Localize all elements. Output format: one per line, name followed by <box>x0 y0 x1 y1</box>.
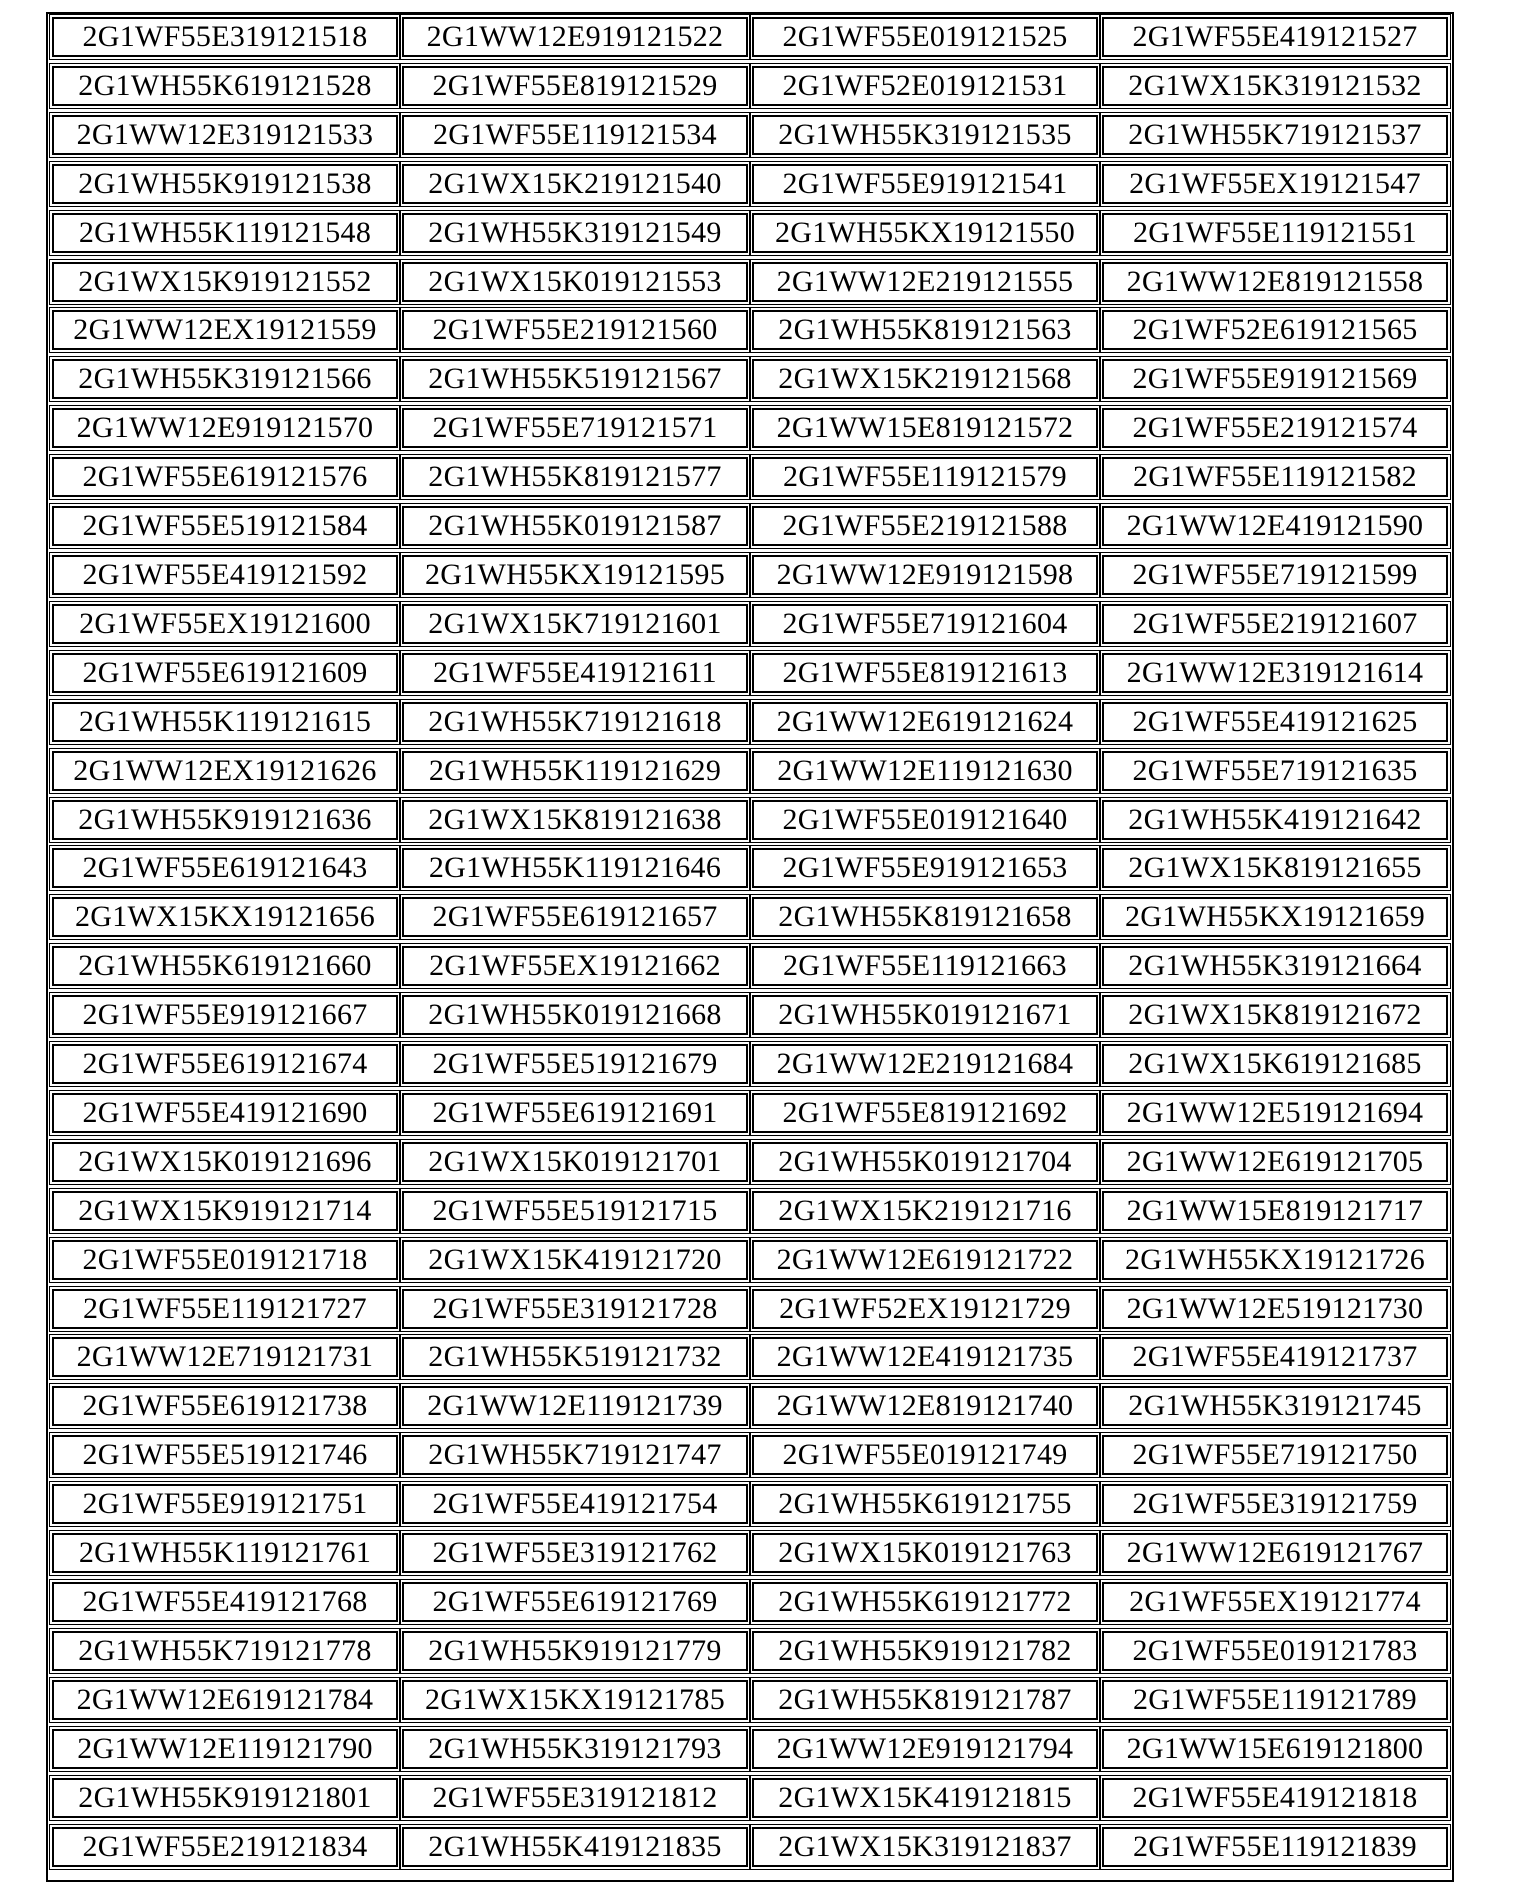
table-cell: 2G1WH55K819121658 <box>752 897 1098 937</box>
table-cell: 2G1WH55K919121779 <box>402 1631 748 1671</box>
table-cell: 2G1WF55E719121571 <box>402 408 748 448</box>
table-cell: 2G1WF55E819121529 <box>402 66 748 106</box>
table-cell: 2G1WW12E619121705 <box>1102 1142 1448 1182</box>
table-cell: 2G1WW15E619121800 <box>1102 1729 1448 1769</box>
table-cell: 2G1WH55K319121549 <box>402 213 748 253</box>
table-cell: 2G1WH55K119121548 <box>52 213 398 253</box>
table-cell: 2G1WX15K319121837 <box>752 1827 1098 1867</box>
table-cell: 2G1WF55E419121592 <box>52 555 398 595</box>
table-cell: 2G1WH55KX19121595 <box>402 555 748 595</box>
table-cell: 2G1WX15K819121672 <box>1102 995 1448 1035</box>
table-cell: 2G1WF55E319121812 <box>402 1778 748 1818</box>
table-cell: 2G1WH55K619121772 <box>752 1582 1098 1622</box>
table-cell: 2G1WX15K419121720 <box>402 1240 748 1280</box>
table-cell: 2G1WF55E319121759 <box>1102 1484 1448 1524</box>
table-cell: 2G1WH55K019121668 <box>402 995 748 1035</box>
table-cell: 2G1WF55E919121653 <box>752 848 1098 888</box>
table-cell: 2G1WW12E619121624 <box>752 702 1098 742</box>
table-cell: 2G1WW12E219121555 <box>752 262 1098 302</box>
table-cell: 2G1WF55E719121750 <box>1102 1435 1448 1475</box>
table-cell: 2G1WF55E819121613 <box>752 653 1098 693</box>
table-cell: 2G1WF55E219121834 <box>52 1827 398 1867</box>
table-cell: 2G1WH55K819121787 <box>752 1680 1098 1720</box>
table-cell: 2G1WW12E319121533 <box>52 115 398 155</box>
table-cell: 2G1WF52EX19121729 <box>752 1289 1098 1329</box>
table-cell: 2G1WW12E219121684 <box>752 1044 1098 1084</box>
table-cell: 2G1WH55K619121660 <box>52 946 398 986</box>
table-cell: 2G1WX15K019121696 <box>52 1142 398 1182</box>
table-cell: 2G1WF55E219121607 <box>1102 604 1448 644</box>
table-cell: 2G1WH55K919121538 <box>52 164 398 204</box>
table-cell: 2G1WF55E319121728 <box>402 1289 748 1329</box>
table-cell: 2G1WH55K919121801 <box>52 1778 398 1818</box>
table-cell: 2G1WW15E819121572 <box>752 408 1098 448</box>
table-cell: 2G1WW12E919121570 <box>52 408 398 448</box>
table-cell: 2G1WF55E619121576 <box>52 457 398 497</box>
table-cell: 2G1WW12E819121740 <box>752 1386 1098 1426</box>
table-cell: 2G1WF55E219121560 <box>402 310 748 350</box>
table-cell: 2G1WH55K719121778 <box>52 1631 398 1671</box>
table-cell: 2G1WW12E419121735 <box>752 1337 1098 1377</box>
table-cell: 2G1WH55K119121615 <box>52 702 398 742</box>
table-cell: 2G1WF55E219121588 <box>752 506 1098 546</box>
table-cell: 2G1WF55E019121718 <box>52 1240 398 1280</box>
table-cell: 2G1WH55K819121577 <box>402 457 748 497</box>
table-cell: 2G1WF55E519121746 <box>52 1435 398 1475</box>
table-cell: 2G1WF55E419121737 <box>1102 1337 1448 1377</box>
table-cell: 2G1WF55E919121569 <box>1102 359 1448 399</box>
table-cell: 2G1WW12E419121590 <box>1102 506 1448 546</box>
table-cell: 2G1WF55EX19121662 <box>402 946 748 986</box>
table-cell: 2G1WF55E119121582 <box>1102 457 1448 497</box>
table-cell: 2G1WF55E919121667 <box>52 995 398 1035</box>
table-cell: 2G1WH55K519121567 <box>402 359 748 399</box>
table-cell: 2G1WF55E019121749 <box>752 1435 1098 1475</box>
table-cell: 2G1WH55K419121835 <box>402 1827 748 1867</box>
table-cell: 2G1WX15K319121532 <box>1102 66 1448 106</box>
table-cell: 2G1WX15K019121553 <box>402 262 748 302</box>
table-cell: 2G1WF55E419121818 <box>1102 1778 1448 1818</box>
table-cell: 2G1WH55K119121646 <box>402 848 748 888</box>
table-cell: 2G1WW12E119121630 <box>752 751 1098 791</box>
table-cell: 2G1WW12E819121558 <box>1102 262 1448 302</box>
table-cell: 2G1WF55E419121527 <box>1102 17 1448 57</box>
table-cell: 2G1WW12E119121790 <box>52 1729 398 1769</box>
table-cell: 2G1WF55E319121762 <box>402 1533 748 1573</box>
table-cell: 2G1WX15K019121701 <box>402 1142 748 1182</box>
table-cell: 2G1WF55E719121635 <box>1102 751 1448 791</box>
table-cell: 2G1WW12E919121522 <box>402 17 748 57</box>
table-cell: 2G1WF55E419121768 <box>52 1582 398 1622</box>
table-cell: 2G1WW12E919121794 <box>752 1729 1098 1769</box>
table-cell: 2G1WF55E119121551 <box>1102 213 1448 253</box>
table-cell: 2G1WF55E419121625 <box>1102 702 1448 742</box>
table-cell: 2G1WX15K719121601 <box>402 604 748 644</box>
table-cell: 2G1WX15K919121714 <box>52 1191 398 1231</box>
table-cell: 2G1WW12E919121598 <box>752 555 1098 595</box>
table-cell: 2G1WH55K319121664 <box>1102 946 1448 986</box>
table-cell: 2G1WH55K019121704 <box>752 1142 1098 1182</box>
table-cell: 2G1WF55E419121754 <box>402 1484 748 1524</box>
table-cell: 2G1WH55K119121761 <box>52 1533 398 1573</box>
table-cell: 2G1WF55EX19121774 <box>1102 1582 1448 1622</box>
table-cell: 2G1WW15E819121717 <box>1102 1191 1448 1231</box>
table-cell: 2G1WF55E919121541 <box>752 164 1098 204</box>
table-cell: 2G1WH55K319121745 <box>1102 1386 1448 1426</box>
table-cell: 2G1WF55E519121679 <box>402 1044 748 1084</box>
table-cell: 2G1WF55E419121611 <box>402 653 748 693</box>
table-cell: 2G1WW12E519121694 <box>1102 1093 1448 1133</box>
table-cell: 2G1WH55K019121671 <box>752 995 1098 1035</box>
table-cell: 2G1WW12E619121767 <box>1102 1533 1448 1573</box>
table-cell: 2G1WF55E419121690 <box>52 1093 398 1133</box>
table-cell: 2G1WX15KX19121656 <box>52 897 398 937</box>
table-cell: 2G1WX15K219121568 <box>752 359 1098 399</box>
table-cell: 2G1WW12E319121614 <box>1102 653 1448 693</box>
table-cell: 2G1WF55E119121789 <box>1102 1680 1448 1720</box>
table-cell: 2G1WH55K419121642 <box>1102 800 1448 840</box>
table-cell: 2G1WF55E119121663 <box>752 946 1098 986</box>
table-cell: 2G1WW12E619121784 <box>52 1680 398 1720</box>
table-cell: 2G1WW12E619121722 <box>752 1240 1098 1280</box>
table-cell: 2G1WF55E019121525 <box>752 17 1098 57</box>
table-cell: 2G1WF55E519121715 <box>402 1191 748 1231</box>
table-cell: 2G1WW12E119121739 <box>402 1386 748 1426</box>
table-cell: 2G1WX15K919121552 <box>52 262 398 302</box>
table-cell: 2G1WH55K719121618 <box>402 702 748 742</box>
table-cell: 2G1WF52E619121565 <box>1102 310 1448 350</box>
table-cell: 2G1WX15K219121540 <box>402 164 748 204</box>
table-cell: 2G1WH55K319121535 <box>752 115 1098 155</box>
table-cell: 2G1WH55K919121636 <box>52 800 398 840</box>
table-cell: 2G1WF55EX19121600 <box>52 604 398 644</box>
table-cell: 2G1WW12E519121730 <box>1102 1289 1448 1329</box>
table-cell: 2G1WF55E719121599 <box>1102 555 1448 595</box>
table-cell: 2G1WX15K419121815 <box>752 1778 1098 1818</box>
table-cell: 2G1WF55E619121674 <box>52 1044 398 1084</box>
table-cell: 2G1WF55E619121657 <box>402 897 748 937</box>
table-cell: 2G1WF55E519121584 <box>52 506 398 546</box>
table-cell: 2G1WF55E719121604 <box>752 604 1098 644</box>
table-cell: 2G1WX15K619121685 <box>1102 1044 1448 1084</box>
table-cell: 2G1WH55K919121782 <box>752 1631 1098 1671</box>
table-cell: 2G1WF55E119121839 <box>1102 1827 1448 1867</box>
vin-table <box>52 17 1450 1867</box>
table-cell: 2G1WW12EX19121626 <box>52 751 398 791</box>
table-cell: 2G1WF55E019121783 <box>1102 1631 1448 1671</box>
table-cell: 2G1WX15K819121638 <box>402 800 748 840</box>
table-cell: 2G1WH55K819121563 <box>752 310 1098 350</box>
table-cell: 2G1WH55K019121587 <box>402 506 748 546</box>
table-cell: 2G1WH55KX19121726 <box>1102 1240 1448 1280</box>
table-cell: 2G1WF55E619121609 <box>52 653 398 693</box>
table-cell: 2G1WF55E119121534 <box>402 115 748 155</box>
table-cell: 2G1WF55E119121579 <box>752 457 1098 497</box>
table-cell: 2G1WX15KX19121785 <box>402 1680 748 1720</box>
table-cell: 2G1WF55E819121692 <box>752 1093 1098 1133</box>
table-cell: 2G1WH55K719121537 <box>1102 115 1448 155</box>
table-cell: 2G1WH55K119121629 <box>402 751 748 791</box>
table-cell: 2G1WX15K219121716 <box>752 1191 1098 1231</box>
table-cell: 2G1WH55K319121793 <box>402 1729 748 1769</box>
table-cell: 2G1WH55K319121566 <box>52 359 398 399</box>
table-cell: 2G1WF55E619121691 <box>402 1093 748 1133</box>
table-cell: 2G1WX15K819121655 <box>1102 848 1448 888</box>
table-cell: 2G1WH55K519121732 <box>402 1337 748 1377</box>
table-cell: 2G1WH55K619121755 <box>752 1484 1098 1524</box>
table-cell: 2G1WF55E119121727 <box>52 1289 398 1329</box>
table-cell: 2G1WH55K719121747 <box>402 1435 748 1475</box>
table-cell: 2G1WF52E019121531 <box>752 66 1098 106</box>
table-cell: 2G1WF55E619121769 <box>402 1582 748 1622</box>
table-cell: 2G1WF55E619121643 <box>52 848 398 888</box>
table-cell: 2G1WF55E319121518 <box>52 17 398 57</box>
table-cell: 2G1WX15K019121763 <box>752 1533 1098 1573</box>
table-cell: 2G1WW12EX19121559 <box>52 310 398 350</box>
table-cell: 2G1WH55KX19121659 <box>1102 897 1448 937</box>
table-cell: 2G1WF55E919121751 <box>52 1484 398 1524</box>
table-cell: 2G1WF55E019121640 <box>752 800 1098 840</box>
table-cell: 2G1WF55E619121738 <box>52 1386 398 1426</box>
table-cell: 2G1WH55KX19121550 <box>752 213 1098 253</box>
table-cell: 2G1WF55EX19121547 <box>1102 164 1448 204</box>
table-cell: 2G1WF55E219121574 <box>1102 408 1448 448</box>
table-cell: 2G1WW12E719121731 <box>52 1337 398 1377</box>
table-cell: 2G1WH55K619121528 <box>52 66 398 106</box>
